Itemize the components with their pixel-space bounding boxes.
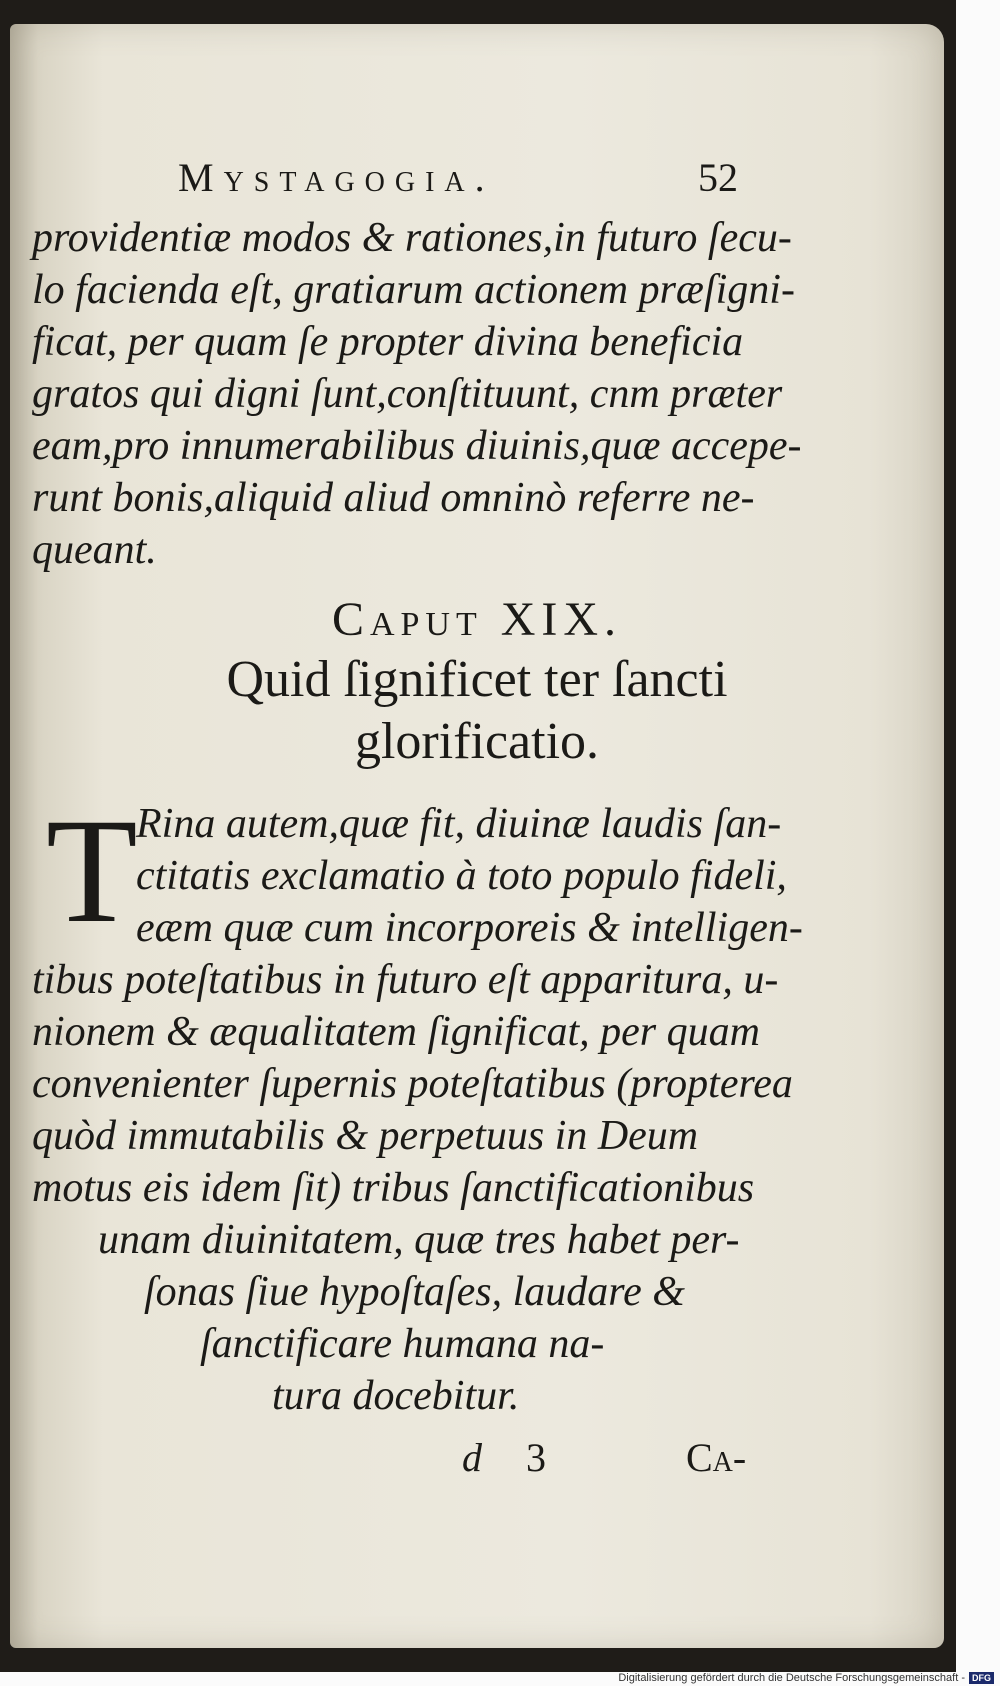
chapter-heading: Caput XIX.: [331, 593, 623, 646]
text-line: motus eis idem ſit) tribus ſanctificationibus: [32, 1165, 755, 1211]
text-line: unam diuinitatem, quæ tres habet per-: [98, 1217, 740, 1263]
text-line: eam,pro innumerabilibus diuinis,quæ accepe-: [32, 423, 802, 469]
text-line: ctitatis exclamatio à toto populo fideli,: [136, 853, 787, 899]
running-head: Mystagogia.: [178, 155, 495, 200]
text-line: nionem & æqualitatem ſignificat, per quam: [32, 1009, 760, 1055]
text-line: tura docebitur.: [272, 1373, 520, 1419]
footer-text: Digitalisierung gefördert durch die Deutsche Forschungsgemeinschaft -: [618, 1672, 965, 1684]
text-line: runt bonis,aliquid aliud omninò referre ne-: [32, 475, 755, 521]
text-line: Rina autem,quæ fit, diuinæ laudis ſan-: [136, 801, 782, 847]
signature-number: 3: [526, 1435, 546, 1480]
text-line: queant.: [32, 527, 157, 573]
page-number: 52: [698, 155, 738, 200]
text-line: ficat, per quam ſe propter divina beneficia: [32, 319, 744, 365]
book-page: [10, 24, 944, 1648]
catchword: Ca-: [686, 1435, 747, 1480]
text-line: providentiæ modos & rationes,in futuro ſecu-: [32, 215, 792, 261]
text-line: tibus poteſtatibus in futuro eſt apparitura, u-: [32, 957, 779, 1003]
text-line: ſonas ſiue hypoſtaſes, laudare &: [144, 1269, 685, 1315]
text-line: quòd immutabilis & perpetuus in Deum: [32, 1113, 699, 1159]
text-line: eæm quæ cum incorporeis & intelligen-: [136, 905, 803, 951]
signature-mark: d: [462, 1435, 482, 1480]
text-line: convenienter ſupernis poteſtatibus (propterea: [32, 1061, 793, 1107]
drop-cap: T: [46, 788, 138, 954]
dfg-logo: DFG: [969, 1672, 994, 1684]
chapter-title-line-1: Quid ſignificet ter ſancti: [226, 651, 728, 708]
text-line: gratos qui digni ſunt,conſtituunt, cnm præter: [32, 371, 783, 417]
chapter-title-line-2: glorificatio.: [354, 713, 600, 770]
text-line: ſanctificare humana na-: [200, 1321, 605, 1367]
digitization-footer: [618, 1672, 994, 1684]
text-line: lo facienda eſt, gratiarum actionem præſigni-: [32, 267, 795, 313]
